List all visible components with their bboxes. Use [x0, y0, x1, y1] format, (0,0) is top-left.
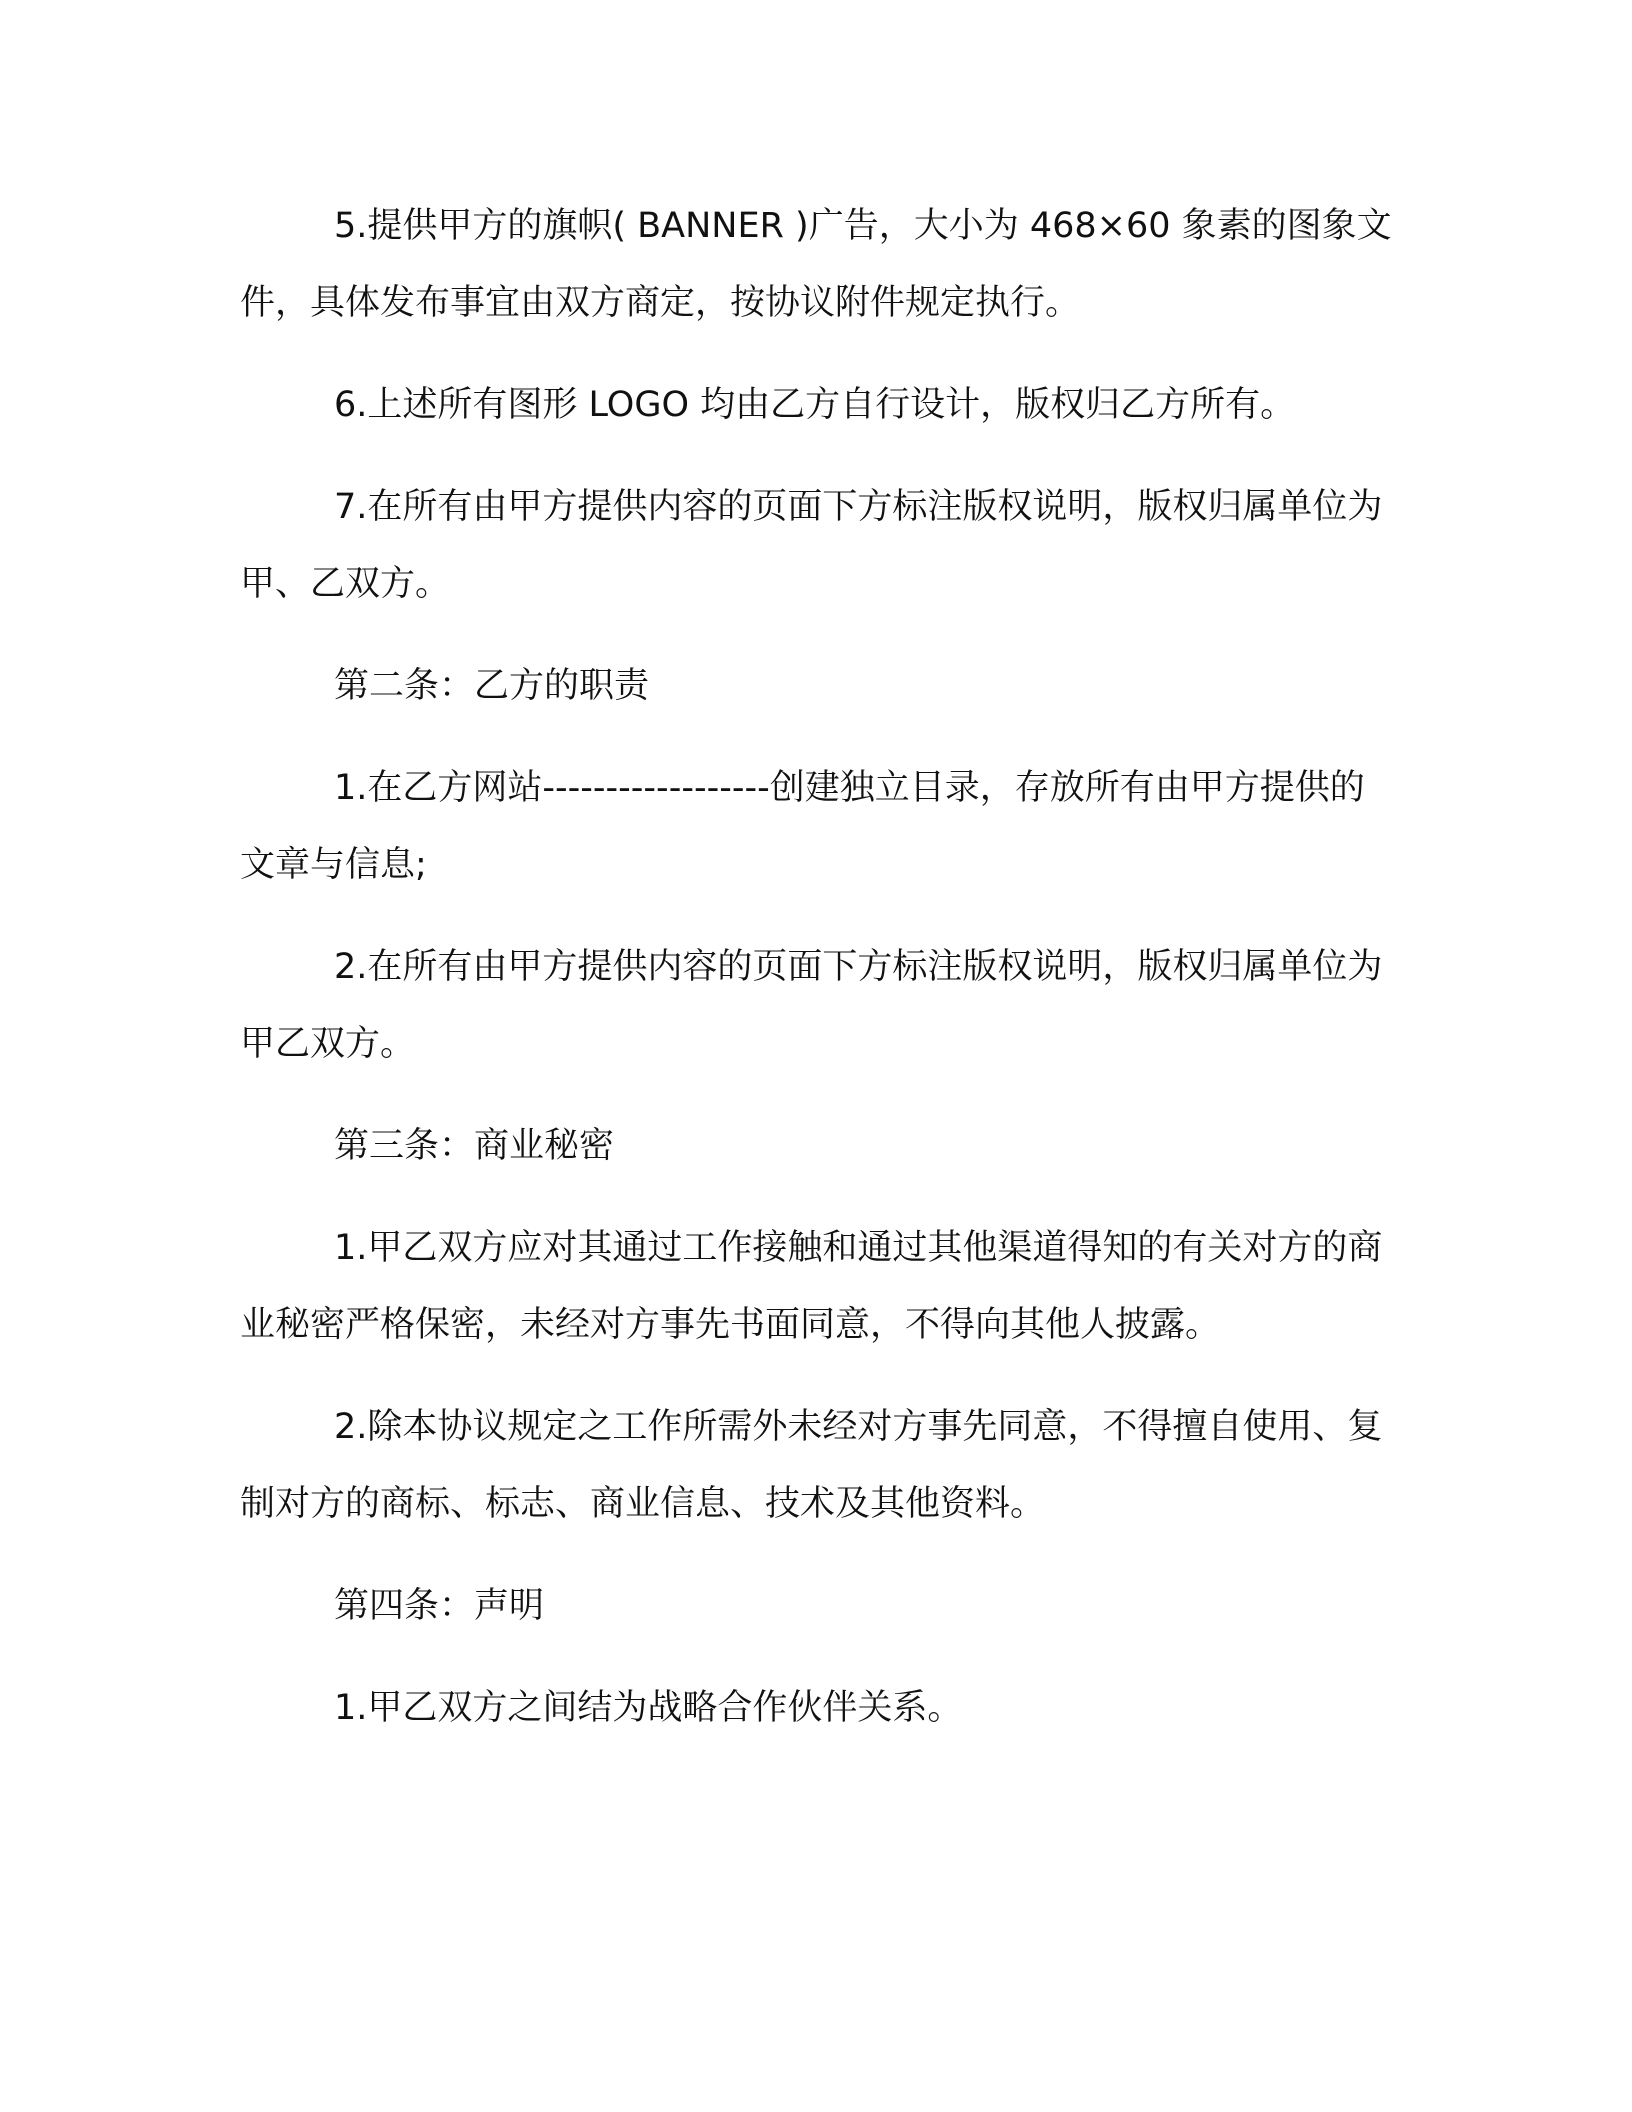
- clause-3-heading: 第三条：商业秘密: [334, 1126, 615, 1166]
- clause-2-item-1: 1.在乙方网站------------------创建独立目录，存放所有由甲方提供的文章与信息;: [240, 768, 1365, 885]
- clause-2-heading: 第二条：乙方的职责: [334, 666, 650, 706]
- clause-2-item-2: 2.在所有由甲方提供内容的页面下方标注版权说明，版权归属单位为甲乙双方。: [240, 947, 1383, 1064]
- clause-1-item-6: 6.上述所有图形 LOGO 均由乙方自行设计，版权归乙方所有。: [334, 385, 1296, 425]
- clause-3-item-1: 1.甲乙双方应对其通过工作接触和通过其他渠道得知的有关对方的商业秘密严格保密，未经对方事先书面同意，不得向其他人披露。: [240, 1228, 1383, 1345]
- clause-3-item-2: 2.除本协议规定之工作所需外未经对方事先同意，不得擅自使用、复制对方的商标、标志、商业信息、技术及其他资料。: [240, 1407, 1383, 1524]
- clause-4-item-1: 1.甲乙双方之间结为战略合作伙伴关系。: [334, 1688, 963, 1728]
- clause-1-item-7: 7.在所有由甲方提供内容的页面下方标注版权说明，版权归属单位为甲、乙双方。: [240, 487, 1383, 604]
- clause-1-item-5: 5.提供甲方的旗帜( BANNER )广告，大小为 468×60 象素的图象文件，具体发布事宜由双方商定，按协议附件规定执行。: [240, 206, 1392, 323]
- clause-4-heading: 第四条：声明: [334, 1586, 545, 1626]
